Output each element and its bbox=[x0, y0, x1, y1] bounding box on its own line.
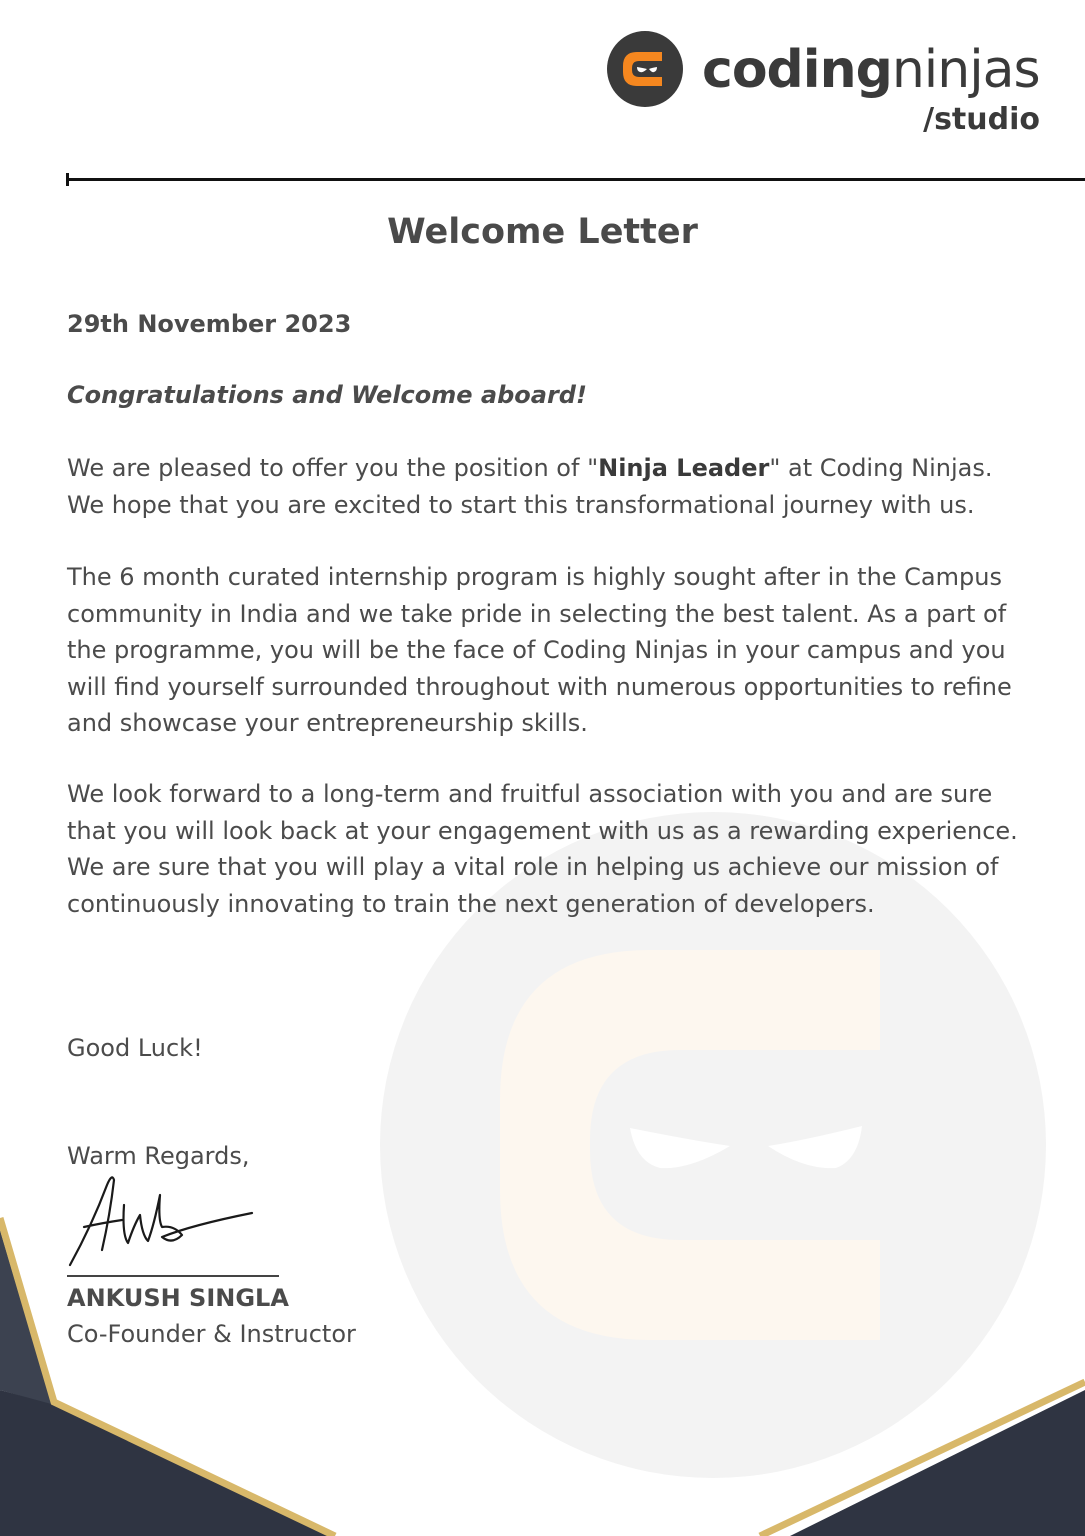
handwritten-signature bbox=[62, 1165, 272, 1270]
signer-name: ANKUSH SINGLA bbox=[67, 1284, 289, 1312]
letter-greeting: Congratulations and Welcome aboard! bbox=[67, 381, 587, 409]
header-divider bbox=[66, 178, 1085, 181]
signature-line bbox=[67, 1275, 279, 1277]
brand-product: /studio bbox=[923, 102, 1040, 137]
closing-text: Good Luck! bbox=[67, 1034, 203, 1062]
letter-title: Welcome Letter bbox=[387, 212, 698, 252]
paragraph-offer: We are pleased to offer you the position of "Ninja Leader" at Coding Ninjas. We hope that you are excited to start this transformational journey with us. bbox=[67, 454, 993, 519]
paragraph-program: The 6 month curated internship program is highly sought after in the Campus community in India and we take pride in selecting the best talent. As a part of the programme, you will be the face of Coding Ninjas in your campus and you will find yourself surrounded throughout with numerous opportunities to refine and showcase your entrepreneurship skills. bbox=[67, 563, 1012, 737]
paragraph-association: We look forward to a long-term and fruitful association with you and are sure that you will look back at your engagement with us as a rewarding experience. We are sure that you will play a vital role in helping us achieve our mission of continuously innovating to train the next generation of developers. bbox=[67, 780, 1018, 918]
position-name: Ninja Leader bbox=[598, 454, 770, 482]
signer-role: Co-Founder & Instructor bbox=[67, 1320, 356, 1348]
coding-ninjas-logo-icon bbox=[606, 30, 684, 108]
brand-wordmark: codingninjas bbox=[702, 40, 1040, 100]
regards-text: Warm Regards, bbox=[67, 1142, 250, 1170]
letter-date: 29th November 2023 bbox=[67, 310, 352, 338]
brand-logo bbox=[606, 30, 1046, 140]
